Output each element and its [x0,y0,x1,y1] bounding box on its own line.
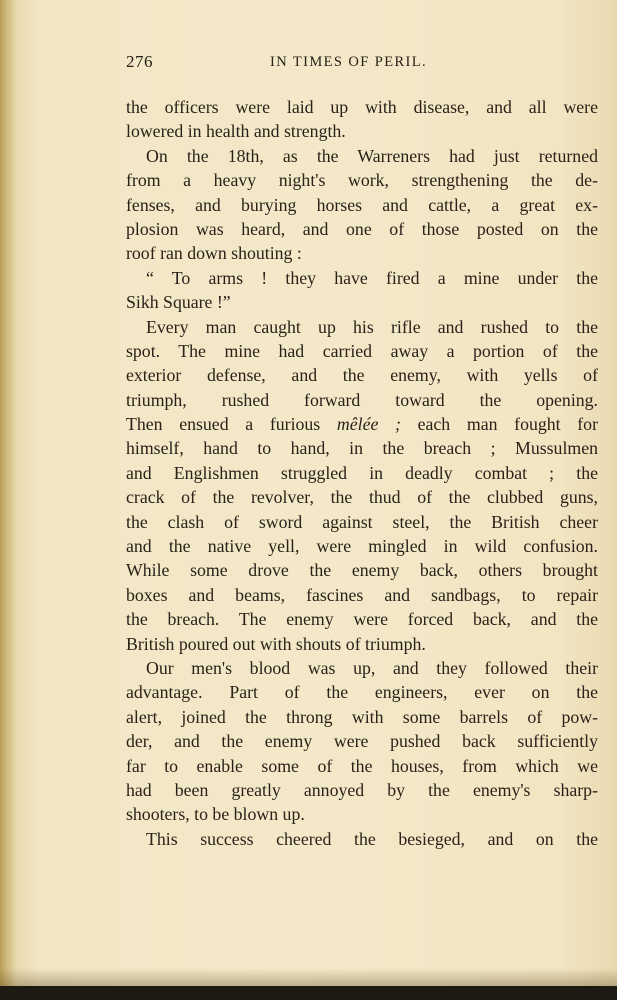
text-line: from a heavy night's work, strengthening the de- [126,170,598,191]
text-line: Then ensued a furious mêlée ; each man fought for [126,414,598,435]
page-number: 276 [126,52,153,71]
text-line: had been greatly annoyed by the enemy's sharp- [126,779,598,800]
text-line: This success cheered the besieged, and on the [146,828,598,849]
text-line: lowered in health and strength. [126,121,346,142]
text-line: British poured out with shouts of triumph. [126,633,426,654]
text-line: the clash of sword against steel, the British cheer [126,511,598,532]
text-line: boxes and beams, fascines and sandbags, to repair [126,584,598,605]
text-line: roof ran down shouting : [126,243,302,264]
text-line: alert, joined the throng with some barrels of pow- [126,706,598,727]
text-line: Every man caught up his rifle and rushed to the [146,316,598,337]
text-line: crack of the revolver, the thud of the clubbed guns, [126,487,598,508]
text-line: While some drove the enemy back, others brought [126,560,598,581]
text-line: and Englishmen struggled in deadly combat ; the [126,462,598,483]
text-line: himself, hand to hand, in the breach ; Mussulmen [126,438,598,459]
text-line: and the native yell, were mingled in wild confusion. [126,536,598,557]
page-bottom-edge [0,986,617,1000]
text-line: advantage. Part of the engineers, ever on the [126,682,598,703]
text-line: der, and the enemy were pushed back sufficiently [126,731,598,752]
text-line: On the 18th, as the Warreners had just returned [146,145,598,166]
text-line: the breach. The enemy were forced back, and the [126,609,598,630]
italic-word: mêlée ; [336,414,401,435]
text-line: triumph, rushed forward toward the opening. [126,389,598,410]
page-bottom-shadow [0,968,617,986]
text-line: shooters, to be blown up. [126,804,305,825]
text-line: exterior defense, and the enemy, with yells of [126,365,598,386]
running-head [126,52,598,76]
text-line: Sikh Square !” [126,292,231,313]
text-line: fenses, and burying horses and cattle, a great ex- [126,194,598,215]
text-line: “ To arms ! they have fired a mine under the [146,267,598,288]
body-text [126,95,598,851]
text-line: plosion was heard, and one of those posted on the [126,218,598,239]
text-line: Our men's blood was up, and they followed their [146,657,598,678]
text-line: spot. The mine had carried away a portion of the [126,340,598,361]
running-title: IN TIMES OF PERIL. [270,54,428,70]
text-line: far to enable some of the houses, from which we [126,755,598,776]
binding-edge [0,0,16,1000]
text-line: the officers were laid up with disease, and all were [126,97,598,117]
